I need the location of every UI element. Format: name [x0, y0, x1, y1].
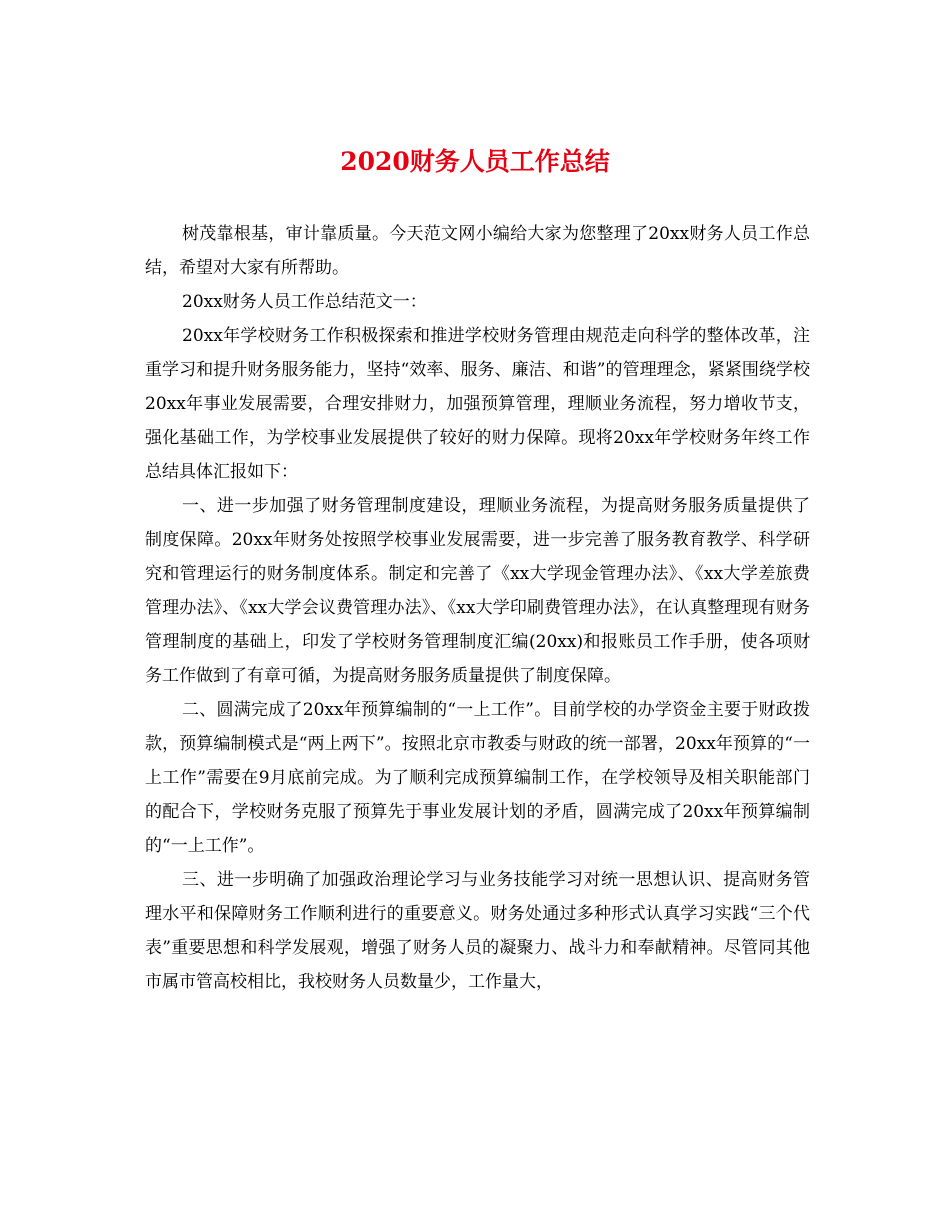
paragraph-section-3: 三、进一步明确了加强政治理论学习与业务技能学习对统一思想认识、提高财务管理水平和保障财务工作顺利进行的重要意义。财务处通过多种形式认真学习实践“三个代表”重要思想和科学发展观，增强了财务人员的凝聚力、战斗力和奉献精神。尽管同其他市属市管高校相比，我校财务人员数量少，工作量大， [145, 870, 810, 992]
paragraph-section-1: 一、进一步加强了财务管理制度建设，理顺业务流程，为提高财务服务质量提供了制度保障。20xx年财务处按照学校事业发展需要，进一步完善了服务教育教学、科学研究和管理运行的财务制度体系。制定和完善了《xx大学现金管理办法》、《xx大学差旅费管理办法》、《xx大学会议费管理办法》、《xx大学印刷费管理办法》，在认真整理现有财务管理制度的基础上，印发了学校财务管理制度汇编(20xx)和报账员工作手册，使各项财务工作做到了有章可循，为提高财务服务质量提供了制度保障。 [145, 496, 810, 686]
paragraph-intro: 树茂靠根基，审计靠质量。今天范文网小编给大家为您整理了20xx财务人员工作总结，希望对大家有所帮助。 [145, 224, 810, 278]
document-title: 2020财务人员工作总结 [340, 147, 610, 176]
paragraph-subheading: 20xx财务人员工作总结范文一： [182, 292, 427, 312]
document-body [145, 217, 810, 999]
paragraph-section-2: 二、圆满完成了20xx年预算编制的“一上工作”。目前学校的办学资金主要于财政拨款，预算编制模式是“两上两下”。按照北京市教委与财政的统一部署，20xx年预算的“一上工作”需要在9月底前完成。为了顺利完成预算编制工作，在学校领导及相关职能部门的配合下，学校财务克服了预算先于事业发展计划的矛盾，圆满完成了20xx年预算编制的“一上工作”。 [145, 700, 810, 856]
paragraph-overview: 20xx年学校财务工作积极探索和推进学校财务管理由规范走向科学的整体改革，注重学习和提升财务服务能力，坚持“效率、服务、廉洁、和谐”的管理理念，紧紧围绕学校20xx年事业发展需要，合理安排财力，加强预算管理，理顺业务流程，努力增收节支，强化基础工作，为学校事业发展提供了较好的财力保障。现将20xx年学校财务年终工作总结具体汇报如下： [145, 326, 810, 482]
